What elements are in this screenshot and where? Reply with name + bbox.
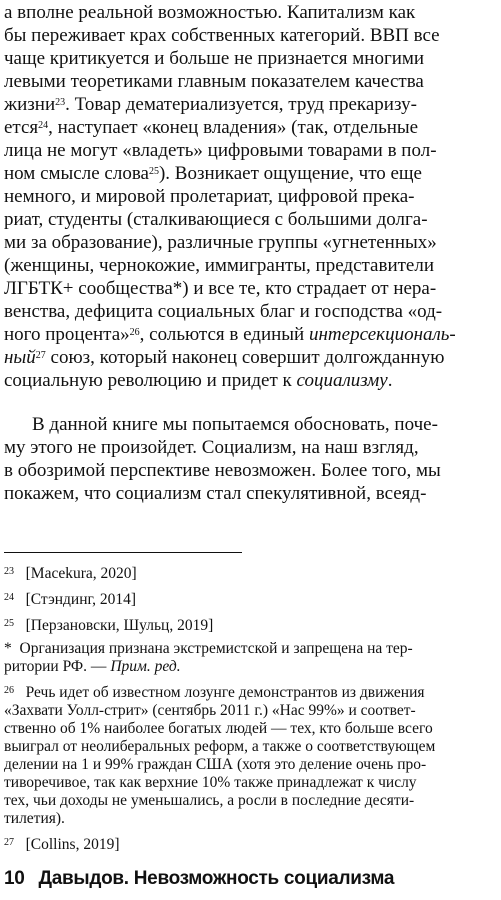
footnote-ref: 23 <box>55 97 66 108</box>
body-line <box>4 163 422 185</box>
body-line <box>4 94 417 116</box>
footnote-text: Речь идет об известном лозунге демонстрантов из движения <box>25 684 425 701</box>
body-line: риат, студенты (сталкивающиеся с большими долга- <box>4 209 428 230</box>
body-line: (женщины, чернокожие, иммигранты, представители <box>4 255 435 276</box>
text-run: ного процента» <box>4 324 130 345</box>
body-line: бы переживает крах собственных категорий. ВВП все <box>4 25 440 46</box>
body-line: венства, дефицита социальных благ и господства «од- <box>4 301 443 322</box>
footnote-line: выиграл от неолиберальных реформ, а также о соответствующем <box>4 738 436 755</box>
body-line <box>4 324 456 346</box>
footnote-text: Организация признана экстремистской и запрещена на тер- <box>19 640 413 657</box>
body-line: покажем, что социализм стал спекулятивной, всеяд- <box>4 483 427 504</box>
body-line: му этого не произойдет. Социализм, на наш взгляд, <box>4 437 419 458</box>
body-line <box>4 117 418 139</box>
footnote-ref: 26 <box>129 327 140 338</box>
footnote-text: ритории РФ. — <box>4 658 111 675</box>
footnote-line: тилетия). <box>4 810 65 827</box>
footnote-ref: 24 <box>38 120 49 131</box>
text-run: ном смысле слова <box>4 163 149 184</box>
text-run: . <box>387 370 393 391</box>
footnote-line: «Захвати Уолл-стрит» (сентябрь 2011 г.) «Нас 99%» и соответ- <box>4 702 416 719</box>
footnote-mark: 27 <box>4 837 14 848</box>
footnote-line: ственно об 1% наиболее богатых людей — тех, кто больше всего <box>4 720 433 737</box>
footnote-line: тех, чьи доходы не уменьшались, а росли в последние десяти- <box>4 792 415 809</box>
footnote-text: [Перзановски, Шульц, 2019] <box>25 617 214 634</box>
footnote-mark: 23 <box>4 566 14 577</box>
body-line: В данной книге мы попытаемся обосновать, поче- <box>32 414 438 435</box>
text-run: , наступает «конец владения» (так, отдельные <box>48 117 419 138</box>
footnote-ref: 27 <box>35 350 46 361</box>
footnote-mark: 26 <box>4 685 14 696</box>
body-line: левыми теоретиками главным показателем качества <box>4 71 424 92</box>
body-line <box>4 370 393 392</box>
editor-note: Прим. ред. <box>110 658 181 675</box>
footnote-26 <box>4 684 425 702</box>
running-title: Давыдов. Невозможность социализма <box>38 868 395 889</box>
body-line: лица не могут «владеть» цифровыми товарами в пол- <box>4 140 437 161</box>
footnote-star-cont <box>4 658 181 676</box>
body-line: ми за образование), различные группы «угнетенных» <box>4 232 437 253</box>
body-line: а вполне реальной возможностью. Капитализм как <box>4 2 416 23</box>
body-line: чаще критикуется и больше не признается многими <box>4 48 425 69</box>
italic-term: социализму <box>296 370 388 391</box>
italic-term: ный <box>4 347 36 368</box>
text-run: , сольются в единый <box>139 324 309 345</box>
italic-term: интерсекциональ- <box>308 324 456 345</box>
text-run: жизни <box>4 94 56 115</box>
footnote-24 <box>4 591 136 609</box>
text-run: . Товар дематериализуется, труд прекаризу- <box>65 94 417 115</box>
footnote-mark: 25 <box>4 618 14 629</box>
text-run: союз, который наконец совершит долгожданную <box>45 347 445 368</box>
text-run: социальную революцию и придет к <box>4 370 297 391</box>
body-line: в обозримой перспективе невозможен. Более того, мы <box>4 460 441 481</box>
body-line: ЛГБТК+ сообщества*) и все те, кто страдает от нера- <box>4 278 437 299</box>
footnote-23 <box>4 565 137 583</box>
footnote-star <box>4 640 413 658</box>
footnote-mark: * <box>4 640 12 657</box>
footnote-text: [Macekura, 2020] <box>25 565 137 582</box>
footnote-text: [Collins, 2019] <box>25 836 120 853</box>
footnote-separator <box>4 552 242 553</box>
body-line: немного, и мировой пролетариат, цифровой прека- <box>4 186 415 207</box>
footnote-line: тиворечивое, так как верхние 10% также принадлежат к числу <box>4 774 417 791</box>
body-line <box>4 347 444 369</box>
text-run: ется <box>4 117 39 138</box>
footnote-ref: 25 <box>148 166 159 177</box>
footnote-27 <box>4 836 120 854</box>
page-number: 10 <box>4 868 25 889</box>
page-footer <box>4 868 394 890</box>
footnote-line: делении на 1 и 99% граждан США (хотя это деление очень про- <box>4 756 427 773</box>
footnote-25 <box>4 617 213 635</box>
text-run: ). Возникает ощущение, что еще <box>158 163 422 184</box>
footnote-text: [Стэндинг, 2014] <box>25 591 137 608</box>
footnote-mark: 24 <box>4 592 14 603</box>
